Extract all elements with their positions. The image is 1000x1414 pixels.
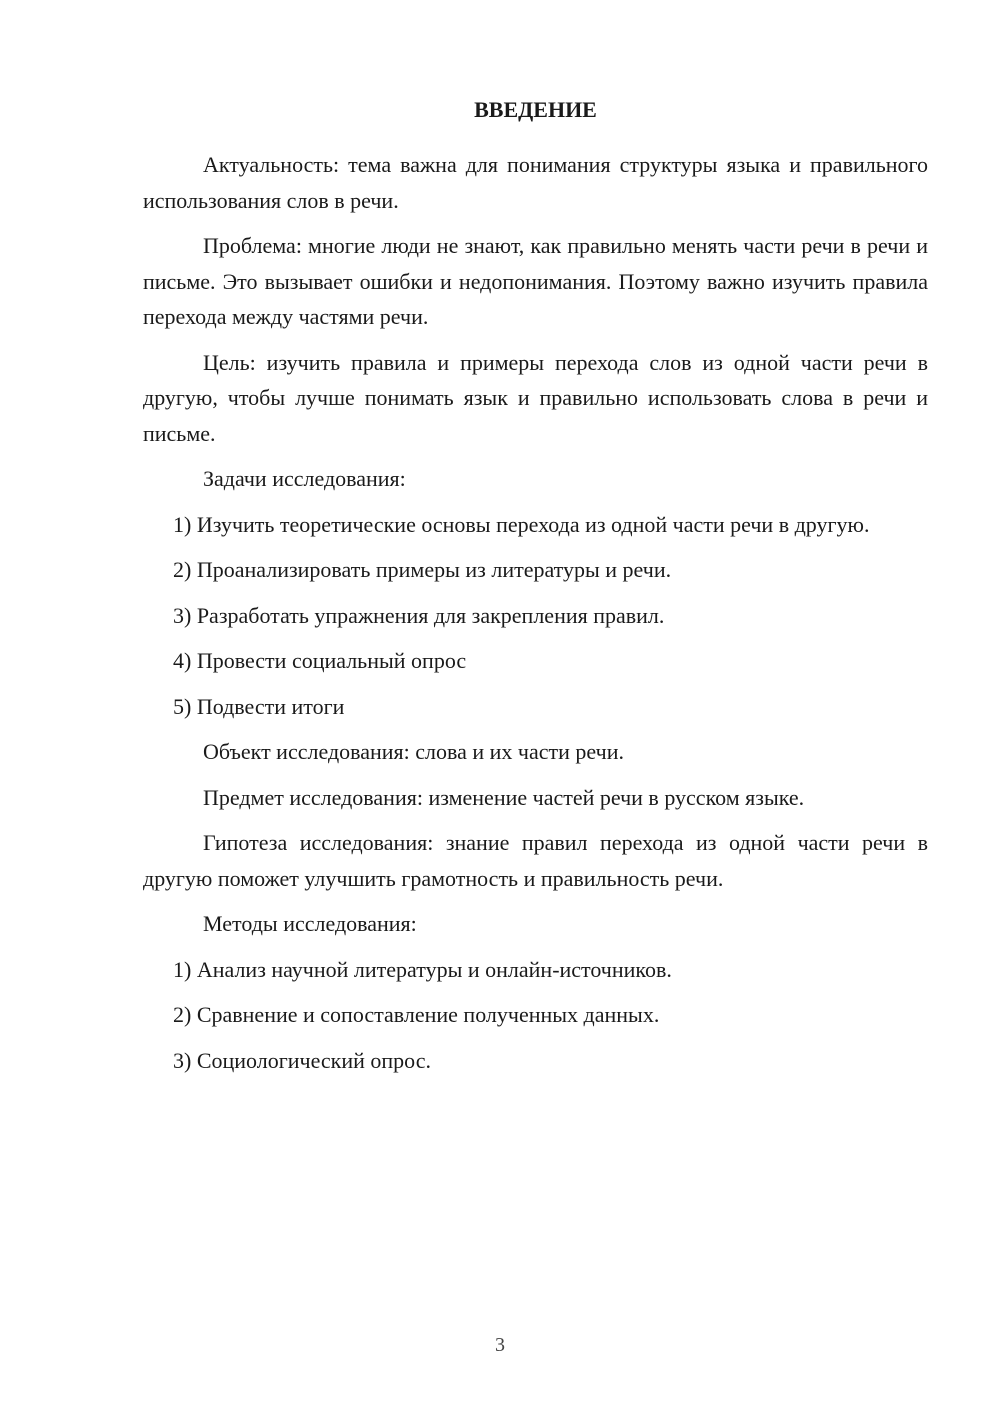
goal-paragraph: Цель: изучить правила и примеры перехода слов из одной части речи в другую, чтобы лучше понимать язык и правильно использовать слова в речи и письме. (143, 349, 928, 446)
task-item-5: 5) Подвести итоги (173, 693, 345, 719)
task-item-3: 3) Разработать упражнения для закрепления правил. (173, 602, 665, 628)
task-item-4: 4) Провести социальный опрос (173, 648, 467, 673)
task-item-1: 1) Изучить теоретические основы перехода из одной части речи в другую. (173, 511, 870, 537)
method-item-3: 3) Социологический опрос. (173, 1047, 431, 1073)
page-title: ВВЕДЕНИЕ (474, 97, 597, 122)
hypothesis-paragraph: Гипотеза исследования: знание правил перехода из одной части речи в другую поможет улучшить грамотность и правильность речи. (143, 830, 928, 891)
object-paragraph: Объект исследования: слова и их части речи. (203, 739, 624, 764)
subject-paragraph: Предмет исследования: изменение частей речи в русском языке. (203, 784, 805, 810)
page-number: 3 (495, 1334, 505, 1356)
methods-heading: Методы исследования: (203, 911, 417, 936)
page-content (143, 92, 928, 1088)
tasks-heading: Задачи исследования: (203, 466, 406, 491)
task-item-2: 2) Проанализировать примеры из литературы и речи. (173, 557, 672, 582)
method-item-1: 1) Анализ научной литературы и онлайн-источников. (173, 956, 672, 982)
relevance-paragraph: Актуальность: тема важна для понимания структуры языка и правильного использования слов в речи. (143, 152, 928, 213)
problem-paragraph: Проблема: многие люди не знают, как правильно менять части речи в речи и письме. Это вызывает ошибки и недопонимания. Поэтому важно изучить правила перехода между частями речи. (143, 233, 928, 329)
method-item-2: 2) Сравнение и сопоставление полученных данных. (173, 1002, 660, 1027)
